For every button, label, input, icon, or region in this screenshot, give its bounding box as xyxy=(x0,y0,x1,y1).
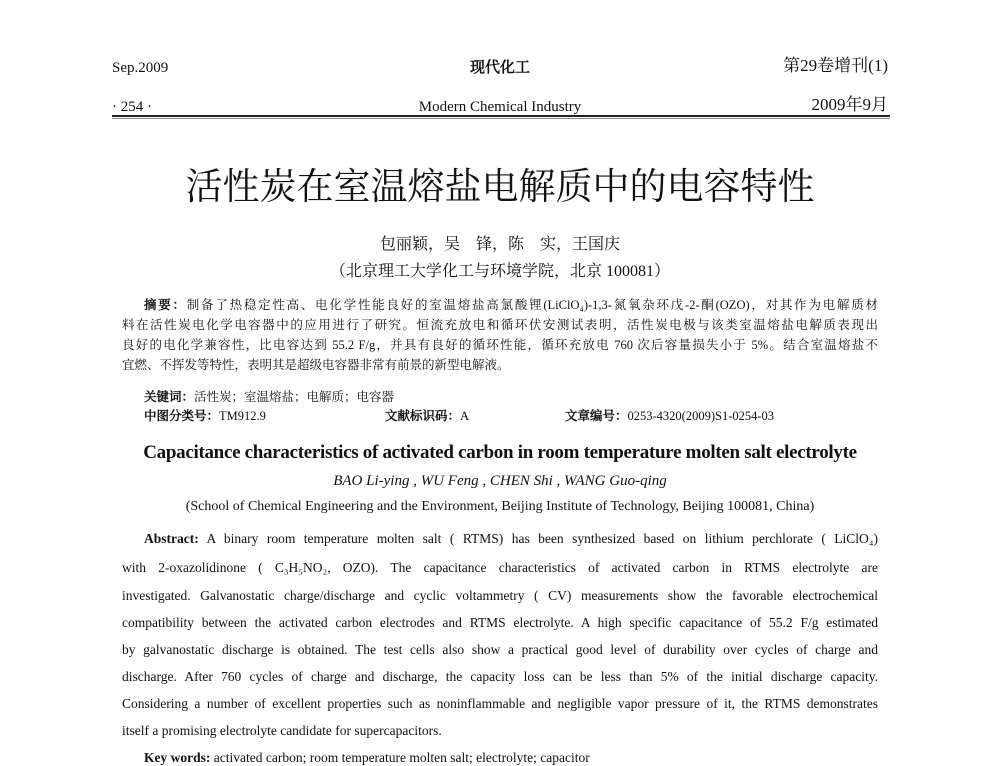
journal-name-cn: 现代化工 xyxy=(469,60,530,76)
header-rule-thin xyxy=(112,118,890,119)
abstract-en-line: discharge. After 760 cycles of charge and discharge, the capacity loss can be less than 5% of the initial discharge capacity. xyxy=(122,669,878,684)
keywords-cn: 关键词：活性炭；室温熔盐；电解质；电容器 xyxy=(144,390,395,404)
header-volume: 第29卷增刊(1) xyxy=(783,56,888,75)
abstract-en-line: by galvanostatic discharge is obtained. The test cells also show a practical good level of durability over cycles of charge and xyxy=(122,642,878,657)
authors-en: BAO Li-ying , WU Feng , CHEN Shi , WANG Guo-qing xyxy=(333,473,667,489)
header-rule xyxy=(112,115,890,117)
abstract-cn-line: 摘要：制备了热稳定性高、电化学性能良好的室温熔盐高氯酸锂(LiClO₄)-1,3-氮氧杂环戊-2-酮(OZO)，对其作为电解质材 xyxy=(122,297,878,313)
title-en: Capacitance characteristics of activated carbon in room temperature molten salt electrolyte xyxy=(143,442,857,463)
abstract-en-line: Abstract: A binary room temperature molten salt ( RTMS) has been synthesized based on lithium perchlorate ( LiClO₄) xyxy=(122,530,878,547)
affiliation-cn: （北京理工大学化工与环境学院，北京 100081） xyxy=(329,263,670,280)
document-code: 文献标识码：A xyxy=(385,409,470,423)
abstract-cn-label: 摘要： xyxy=(144,298,187,312)
page-number: · 254 · xyxy=(112,99,152,115)
abstract-en-label: Abstract: xyxy=(144,531,199,546)
journal-name-en: Modern Chemical Industry xyxy=(418,99,582,115)
abstract-en-line: with 2-oxazolidinone ( C₃H₅NO₂, OZO). The capacitance characteristics of activated carbon in RTMS electrolyte are xyxy=(122,560,878,575)
authors-cn: 包丽颖，吴 锋，陈 实，王国庆 xyxy=(379,236,620,253)
header-date-cn: 2009年9月 xyxy=(811,95,888,114)
abstract-en-line: investigated. Galvanostatic charge/discharge and cyclic voltammetry ( CV) measurements show the favorable electrochemical xyxy=(122,588,878,603)
title-cn: 活性炭在室温熔盐电解质中的电容特性 xyxy=(185,165,815,208)
article-number: 文章编号：0253-4320(2009)S1-0254-03 xyxy=(565,409,775,423)
abstract-en-line: compatibility between the activated carbon electrodes and RTMS electrolyte. A high specific capacitance of 55.2 F/g estimated xyxy=(122,615,878,630)
keywords-en: Key words: activated carbon; room temperature molten salt; electrolyte; capacitor xyxy=(144,750,590,765)
header-date: Sep.2009 xyxy=(112,60,169,76)
clc-number: 中图分类号：TM912.9 xyxy=(144,409,266,423)
affiliation-en: (School of Chemical Engineering and the Environment, Beijing Institute of Technology, Beijing 100081, China) xyxy=(185,499,815,514)
abstract-en-line: itself a promising electrolyte candidate for supercapacitors. xyxy=(122,723,442,738)
abstract-cn-line: 良好的电化学兼容性，比电容达到 55.2 F/g，并具有良好的循环性能，循环充放电 760 次后容量损失小于 5%。结合室温熔盐不 xyxy=(122,338,878,352)
abstract-en-line: Considering a number of excellent properties such as noninflammable and negligible vapor pressure of it, the RTMS demonstrates xyxy=(122,696,878,711)
abstract-cn-line: 料在活性炭电化学电容器中的应用进行了研究。恒流充放电和循环伏安测试表明，活性炭电极与该类室温熔盐电解质表现出 xyxy=(122,318,878,332)
abstract-cn-line: 宜燃、不挥发等特性，表明其是超级电容器非常有前景的新型电解液。 xyxy=(122,358,510,372)
